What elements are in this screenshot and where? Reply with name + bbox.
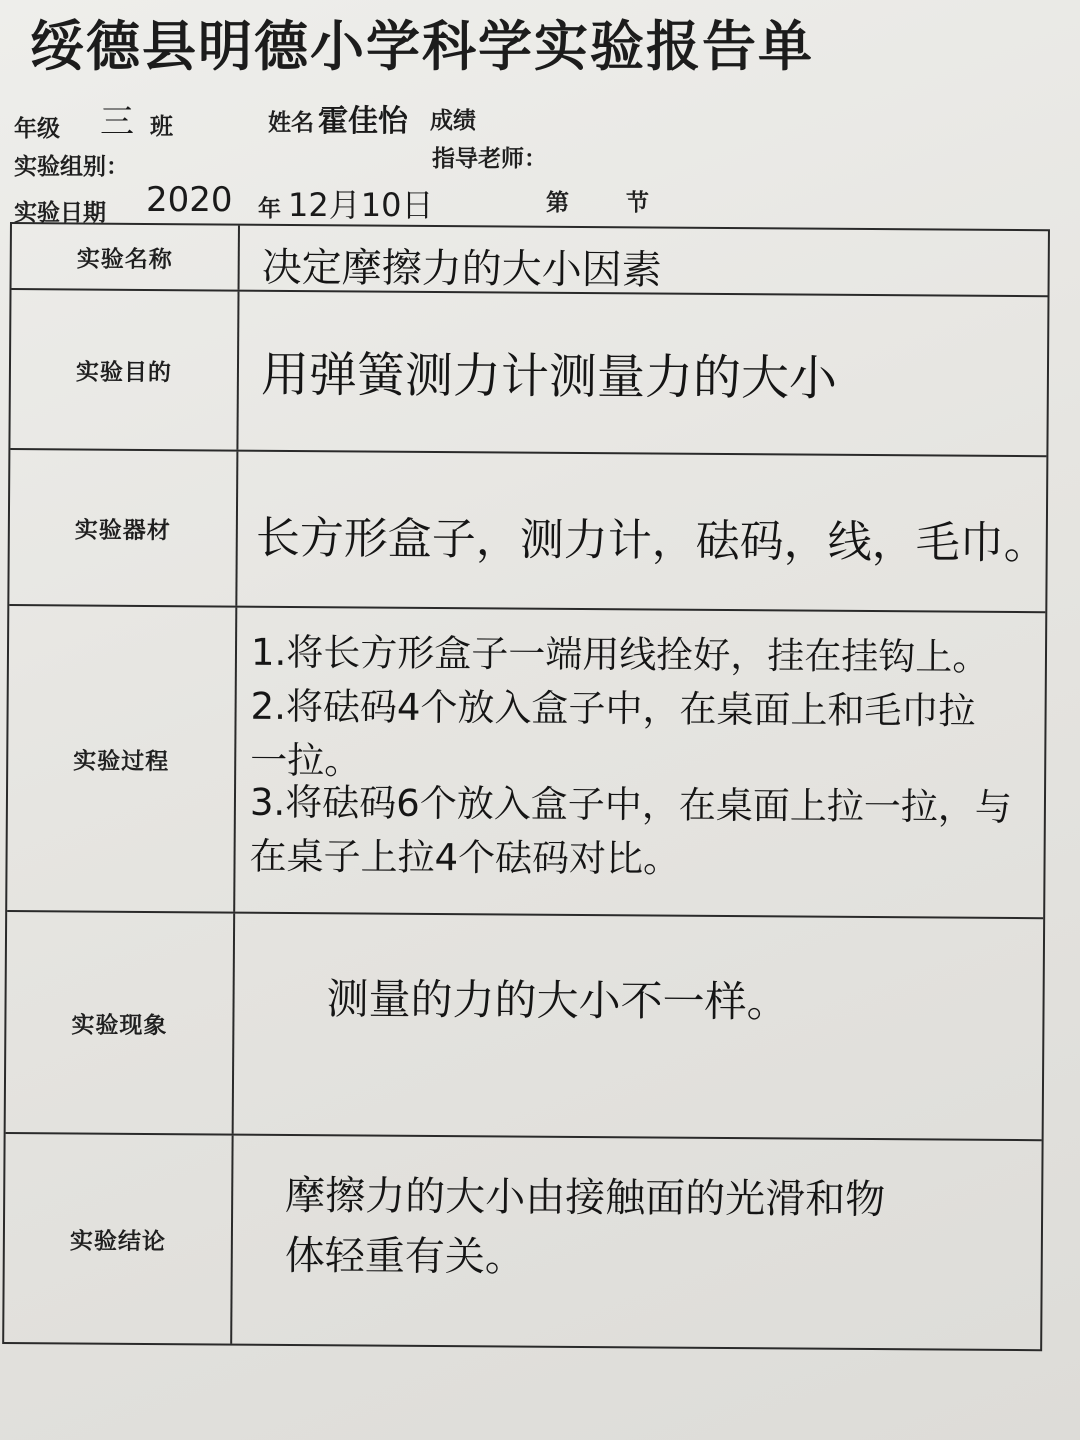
content-line: 在桌子上拉4个砝码对比。 [249, 834, 681, 881]
page-title: 绥德县明德小学科学实验报告单 [30, 14, 814, 78]
row-content [240, 1136, 1035, 1350]
period-label-first: 第 [546, 189, 569, 216]
date-year: 2020 [146, 180, 233, 220]
row-content [246, 292, 1041, 456]
content-line: 体轻重有关。 [284, 1232, 525, 1281]
row-experiment-name [12, 224, 1048, 297]
row-content [243, 608, 1039, 918]
content-line: 一拉。 [250, 738, 362, 783]
row-label: 实验结论 [4, 1134, 233, 1344]
period-label-last: 节 [626, 189, 649, 216]
content-line: 3.将砝码6个放入盒子中，在桌面上拉一拉，与 [249, 780, 1012, 830]
row-label: 实验器材 [9, 450, 238, 606]
row-experiment-procedure [7, 606, 1045, 919]
teacher-label: 指导老师： [432, 145, 547, 172]
name-value: 霍佳怡 [318, 104, 408, 139]
date-year-label: 年 [258, 195, 281, 222]
score-label: 成绩 [430, 107, 476, 134]
row-experiment-phenomenon [6, 912, 1044, 1141]
content-line: 1.将长方形盒子一端用线拴好，挂在挂钩上。 [250, 630, 990, 679]
content-line: 用弹簧测力计测量力的大小 [260, 346, 838, 407]
group-label: 实验组别： [14, 153, 129, 180]
grade-value: 三 [100, 102, 134, 142]
report-table [2, 222, 1050, 1351]
name-label: 姓名 [268, 109, 314, 136]
row-experiment-purpose [10, 290, 1047, 457]
content-line: 测量的力的大小不一样。 [326, 974, 789, 1027]
row-experiment-conclusion [4, 1134, 1041, 1349]
grade-label: 年级 [14, 115, 60, 142]
date-month-day: 12月10日 [288, 186, 434, 224]
content-line: 决定摩擦力的大小因素 [261, 244, 662, 294]
date-label: 实验日期 [14, 199, 106, 226]
row-label: 实验过程 [7, 606, 237, 912]
row-content [242, 914, 1038, 1140]
content-line: 摩擦力的大小由接触面的光滑和物 [285, 1172, 886, 1224]
class-label: 班 [150, 113, 173, 140]
row-label: 实验现象 [6, 912, 236, 1134]
row-content [245, 452, 1048, 612]
content-line: 2.将砝码4个放入盒子中，在桌面上和毛巾拉 [250, 684, 976, 733]
row-label: 实验目的 [10, 290, 239, 450]
content-line: 长方形盒子，测力计，砝码，线，毛巾。 [255, 512, 1048, 570]
row-experiment-materials [9, 450, 1046, 613]
row-label: 实验名称 [12, 224, 240, 290]
row-content [248, 226, 1042, 296]
